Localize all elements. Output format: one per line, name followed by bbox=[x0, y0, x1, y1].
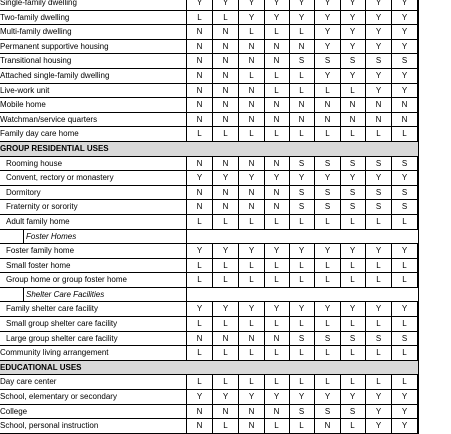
permission-cell: N bbox=[187, 332, 213, 346]
permission-cell: Y bbox=[366, 11, 392, 25]
permission-cell: N bbox=[239, 84, 265, 98]
permission-cell: N bbox=[264, 332, 290, 346]
permission-cell: Y bbox=[213, 390, 239, 404]
permission-cell: S bbox=[315, 157, 341, 171]
permission-cell: Y bbox=[289, 390, 315, 404]
table-row bbox=[0, 98, 419, 113]
permission-cell: L bbox=[289, 259, 315, 273]
permission-cell: N bbox=[213, 405, 239, 419]
permission-cell: Y bbox=[392, 244, 418, 258]
permission-cell: L bbox=[187, 127, 213, 141]
permission-cell: Y bbox=[187, 244, 213, 258]
permission-cell: L bbox=[315, 259, 341, 273]
permission-cell: L bbox=[340, 84, 366, 98]
permission-cell: N bbox=[187, 113, 213, 127]
permission-cell: L bbox=[289, 69, 315, 83]
use-label: Convent, rectory or monastery bbox=[0, 171, 187, 185]
permission-cell: S bbox=[366, 200, 392, 214]
permission-cell: N bbox=[264, 54, 290, 68]
permission-cell: N bbox=[264, 113, 290, 127]
permission-cell: N bbox=[213, 98, 239, 112]
permission-cell: S bbox=[289, 405, 315, 419]
permission-cell: Y bbox=[392, 69, 418, 83]
permission-cell: L bbox=[315, 215, 341, 229]
permission-cell: N bbox=[239, 186, 265, 200]
permission-cell: S bbox=[315, 54, 341, 68]
permission-cell: N bbox=[213, 84, 239, 98]
permission-cell: L bbox=[392, 317, 418, 331]
permission-cell: N bbox=[187, 186, 213, 200]
permission-cell: L bbox=[392, 273, 418, 287]
permission-cell: L bbox=[289, 375, 315, 389]
use-label: Day care center bbox=[0, 375, 187, 389]
permission-cell: S bbox=[340, 157, 366, 171]
permission-cell: S bbox=[289, 332, 315, 346]
use-label: Multi-family dwelling bbox=[0, 25, 187, 39]
permission-cell: L bbox=[239, 127, 265, 141]
subsection-row bbox=[0, 288, 419, 303]
permission-cell: Y bbox=[213, 171, 239, 185]
use-label: Attached single-family dwelling bbox=[0, 69, 187, 83]
permission-cell: L bbox=[289, 127, 315, 141]
permission-cell: Y bbox=[315, 69, 341, 83]
permission-cell: L bbox=[213, 419, 239, 433]
permission-cell: L bbox=[392, 346, 418, 360]
permission-cell: S bbox=[392, 157, 418, 171]
permission-cell: L bbox=[340, 375, 366, 389]
permission-cell: N bbox=[239, 54, 265, 68]
permission-cell: L bbox=[264, 215, 290, 229]
permission-cell: Y bbox=[340, 390, 366, 404]
permission-cell: N bbox=[213, 332, 239, 346]
permission-cell: N bbox=[187, 69, 213, 83]
permission-cell: L bbox=[366, 346, 392, 360]
table-row bbox=[0, 54, 419, 69]
permission-cell: L bbox=[340, 346, 366, 360]
permission-cell: N bbox=[264, 98, 290, 112]
table-row bbox=[0, 127, 419, 142]
table-row bbox=[0, 84, 419, 99]
permission-cell: Y bbox=[213, 302, 239, 316]
permission-cell: L bbox=[239, 215, 265, 229]
permission-cell: L bbox=[340, 317, 366, 331]
permission-cell: L bbox=[239, 69, 265, 83]
use-label: School, elementary or secondary bbox=[0, 390, 187, 404]
permission-cell: Y bbox=[392, 405, 418, 419]
permission-cell: N bbox=[187, 25, 213, 39]
permission-cell: S bbox=[315, 332, 341, 346]
permission-cell: Y bbox=[392, 25, 418, 39]
permission-cell: N bbox=[213, 113, 239, 127]
permission-cell: L bbox=[340, 273, 366, 287]
permission-cell: S bbox=[340, 405, 366, 419]
table-row bbox=[0, 332, 419, 347]
permission-cell: Y bbox=[239, 390, 265, 404]
permission-cell: N bbox=[213, 186, 239, 200]
section-label: EDUCATIONAL USES bbox=[0, 362, 82, 372]
permission-cell: N bbox=[187, 54, 213, 68]
table-row bbox=[0, 375, 419, 390]
use-label: Adult family home bbox=[0, 215, 187, 229]
permission-cell: L bbox=[264, 419, 290, 433]
permission-cell: L bbox=[213, 215, 239, 229]
use-label: Family shelter care facility bbox=[0, 302, 187, 316]
permission-cell: Y bbox=[315, 244, 341, 258]
permission-cell: S bbox=[289, 157, 315, 171]
permission-cell: S bbox=[315, 405, 341, 419]
use-label: Group home or group foster home bbox=[0, 273, 187, 287]
permission-cell: S bbox=[340, 54, 366, 68]
permission-cell: Y bbox=[366, 84, 392, 98]
permission-cell: Y bbox=[264, 244, 290, 258]
permission-cell: Y bbox=[264, 302, 290, 316]
permission-cell: Y bbox=[315, 390, 341, 404]
permission-cell: N bbox=[187, 84, 213, 98]
use-label: Rooming house bbox=[0, 157, 187, 171]
permission-cell: Y bbox=[289, 11, 315, 25]
permission-cell: Y bbox=[187, 0, 213, 10]
permission-cell: N bbox=[340, 98, 366, 112]
table-row bbox=[0, 273, 419, 288]
permission-cell: N bbox=[315, 113, 341, 127]
permission-cell: N bbox=[289, 113, 315, 127]
permission-cell: L bbox=[264, 69, 290, 83]
use-label: Transitional housing bbox=[0, 54, 187, 68]
permission-cell: L bbox=[239, 259, 265, 273]
permission-cell: Y bbox=[239, 302, 265, 316]
permission-cell: Y bbox=[392, 40, 418, 54]
permission-cell: Y bbox=[315, 11, 341, 25]
table-row bbox=[0, 215, 419, 230]
table-row bbox=[0, 0, 419, 11]
permission-cell: S bbox=[366, 157, 392, 171]
permission-cell: N bbox=[315, 419, 341, 433]
permission-cell: L bbox=[315, 127, 341, 141]
use-label: Dormitory bbox=[0, 186, 187, 200]
permission-cell: N bbox=[264, 405, 290, 419]
permission-cell: Y bbox=[315, 171, 341, 185]
permission-cell: N bbox=[239, 332, 265, 346]
permission-cell: Y bbox=[289, 0, 315, 10]
permission-cell: Y bbox=[340, 40, 366, 54]
table-row bbox=[0, 11, 419, 26]
permission-cell: L bbox=[289, 317, 315, 331]
permission-cell: N bbox=[264, 186, 290, 200]
permission-cell: L bbox=[264, 259, 290, 273]
permission-cell: Y bbox=[366, 0, 392, 10]
permission-cell: Y bbox=[392, 171, 418, 185]
permission-cell: N bbox=[366, 113, 392, 127]
table-row bbox=[0, 171, 419, 186]
subsection-row bbox=[0, 230, 419, 245]
permission-cell: N bbox=[239, 113, 265, 127]
use-label: Family day care home bbox=[0, 127, 187, 141]
subsection-label: Foster Homes bbox=[23, 230, 187, 244]
permission-cell: S bbox=[392, 200, 418, 214]
permission-cell: Y bbox=[366, 25, 392, 39]
section-header-row bbox=[0, 361, 419, 376]
permission-cell: Y bbox=[340, 244, 366, 258]
permission-cell: N bbox=[239, 98, 265, 112]
use-label: Small foster home bbox=[0, 259, 187, 273]
permission-cell: L bbox=[392, 375, 418, 389]
permission-cell: L bbox=[340, 259, 366, 273]
permission-cell: Y bbox=[289, 244, 315, 258]
permission-cell: Y bbox=[315, 302, 341, 316]
permission-cell: S bbox=[340, 186, 366, 200]
permission-cell: L bbox=[340, 127, 366, 141]
permission-cell: Y bbox=[239, 11, 265, 25]
permission-cell: L bbox=[264, 84, 290, 98]
use-label: Two-family dwelling bbox=[0, 11, 187, 25]
permission-cell: L bbox=[264, 317, 290, 331]
permission-cell: S bbox=[366, 332, 392, 346]
permission-cell: L bbox=[187, 11, 213, 25]
permission-cell: L bbox=[187, 317, 213, 331]
use-label: School, personal instruction bbox=[0, 419, 187, 433]
permission-cell: L bbox=[213, 375, 239, 389]
permission-cell: Y bbox=[315, 40, 341, 54]
permission-cell: Y bbox=[366, 40, 392, 54]
table-row bbox=[0, 113, 419, 128]
use-label: Foster family home bbox=[0, 244, 187, 258]
permission-cell: L bbox=[315, 346, 341, 360]
permission-cell: S bbox=[392, 186, 418, 200]
permission-cell: L bbox=[213, 127, 239, 141]
permission-cell: Y bbox=[264, 171, 290, 185]
permission-cell: L bbox=[340, 215, 366, 229]
table-row bbox=[0, 40, 419, 55]
permission-cell: N bbox=[392, 98, 418, 112]
table-row bbox=[0, 200, 419, 215]
use-label: Single-family dwelling bbox=[0, 0, 187, 10]
permission-cell: N bbox=[392, 113, 418, 127]
permission-cell: L bbox=[289, 84, 315, 98]
permission-cell: S bbox=[315, 200, 341, 214]
table-row bbox=[0, 259, 419, 274]
permission-cell: Y bbox=[289, 171, 315, 185]
permission-cell: Y bbox=[187, 171, 213, 185]
permission-cell: L bbox=[315, 273, 341, 287]
permission-cell: Y bbox=[366, 302, 392, 316]
permission-cell: S bbox=[392, 332, 418, 346]
permission-cell: L bbox=[187, 375, 213, 389]
permission-cell: L bbox=[392, 127, 418, 141]
permission-cell: N bbox=[239, 200, 265, 214]
permission-cell: N bbox=[187, 98, 213, 112]
permission-cell: Y bbox=[366, 390, 392, 404]
permission-cell: S bbox=[340, 332, 366, 346]
permission-cell: L bbox=[213, 273, 239, 287]
permission-cell: Y bbox=[392, 0, 418, 10]
permission-cell: Y bbox=[289, 302, 315, 316]
table-row bbox=[0, 302, 419, 317]
permission-cell: S bbox=[289, 186, 315, 200]
permission-cell: L bbox=[239, 273, 265, 287]
permission-cell: L bbox=[340, 419, 366, 433]
permission-cell: L bbox=[187, 346, 213, 360]
permission-cell: L bbox=[366, 375, 392, 389]
permission-cell: L bbox=[187, 215, 213, 229]
permission-cell: N bbox=[187, 419, 213, 433]
permission-cell: N bbox=[213, 25, 239, 39]
permission-cell: N bbox=[264, 157, 290, 171]
permission-cell: N bbox=[213, 54, 239, 68]
permission-cell: Y bbox=[340, 11, 366, 25]
table-row bbox=[0, 346, 419, 361]
permission-cell: L bbox=[366, 317, 392, 331]
permission-cell: L bbox=[366, 273, 392, 287]
permission-cell: Y bbox=[315, 25, 341, 39]
permission-cell: L bbox=[264, 273, 290, 287]
permission-cell: S bbox=[366, 54, 392, 68]
permission-cell: L bbox=[213, 259, 239, 273]
permission-cell: L bbox=[213, 346, 239, 360]
permission-cell: Y bbox=[213, 244, 239, 258]
permission-cell: N bbox=[213, 157, 239, 171]
permission-cell: Y bbox=[264, 390, 290, 404]
permission-cell: N bbox=[239, 419, 265, 433]
permission-cell: L bbox=[264, 375, 290, 389]
permission-cell: Y bbox=[366, 405, 392, 419]
use-label: Small group shelter care facility bbox=[0, 317, 187, 331]
permission-cell: N bbox=[239, 40, 265, 54]
table-row bbox=[0, 25, 419, 40]
section-label: GROUP RESIDENTIAL USES bbox=[0, 143, 109, 153]
permission-cell: Y bbox=[340, 69, 366, 83]
use-label: Permanent supportive housing bbox=[0, 40, 187, 54]
permission-cell: N bbox=[213, 200, 239, 214]
permission-cell: L bbox=[366, 259, 392, 273]
permission-cell: N bbox=[239, 157, 265, 171]
use-label: Fraternity or sorority bbox=[0, 200, 187, 214]
permission-cell: L bbox=[264, 346, 290, 360]
permission-cell: Y bbox=[392, 302, 418, 316]
permission-cell: N bbox=[187, 405, 213, 419]
permission-cell: L bbox=[392, 215, 418, 229]
permission-cell: N bbox=[187, 157, 213, 171]
permission-cell: N bbox=[187, 40, 213, 54]
permission-cell: Y bbox=[264, 0, 290, 10]
permission-cell: Y bbox=[315, 0, 341, 10]
permission-cell: Y bbox=[239, 171, 265, 185]
permission-cell: L bbox=[315, 84, 341, 98]
permission-cell: L bbox=[213, 317, 239, 331]
permission-cell: Y bbox=[392, 390, 418, 404]
permission-cell: L bbox=[187, 259, 213, 273]
permission-cell: L bbox=[239, 375, 265, 389]
section-header-row bbox=[0, 142, 419, 157]
permission-cell: S bbox=[340, 200, 366, 214]
permission-cell: Y bbox=[366, 69, 392, 83]
permission-cell: S bbox=[366, 186, 392, 200]
permission-cell: Y bbox=[392, 11, 418, 25]
permission-cell: N bbox=[289, 40, 315, 54]
permission-cell: L bbox=[289, 215, 315, 229]
permission-cell: Y bbox=[366, 244, 392, 258]
permission-cell: N bbox=[315, 98, 341, 112]
permission-cell: L bbox=[315, 375, 341, 389]
table-row bbox=[0, 405, 419, 420]
permission-cell: L bbox=[239, 346, 265, 360]
use-label: Large group shelter care facility bbox=[0, 332, 187, 346]
permission-cell: S bbox=[289, 200, 315, 214]
table-row bbox=[0, 186, 419, 201]
use-label: Community living arrangement bbox=[0, 346, 187, 360]
permission-cell: N bbox=[213, 69, 239, 83]
permission-cell: Y bbox=[187, 302, 213, 316]
permission-cell: Y bbox=[340, 25, 366, 39]
permission-cell: L bbox=[289, 273, 315, 287]
use-label: Live-work unit bbox=[0, 84, 187, 98]
permission-cell: Y bbox=[187, 390, 213, 404]
permission-cell: N bbox=[340, 113, 366, 127]
table-row bbox=[0, 244, 419, 259]
permission-cell: L bbox=[264, 127, 290, 141]
use-label: Mobile home bbox=[0, 98, 187, 112]
permission-cell: N bbox=[289, 98, 315, 112]
permission-cell: L bbox=[315, 317, 341, 331]
permission-cell: N bbox=[187, 200, 213, 214]
permission-cell: S bbox=[392, 54, 418, 68]
permission-cell: S bbox=[289, 54, 315, 68]
permission-cell: Y bbox=[264, 11, 290, 25]
permission-cell: Y bbox=[340, 171, 366, 185]
permission-cell: L bbox=[289, 419, 315, 433]
permission-cell: L bbox=[213, 11, 239, 25]
permission-cell: Y bbox=[392, 419, 418, 433]
permission-cell: S bbox=[315, 186, 341, 200]
use-label: Watchman/service quarters bbox=[0, 113, 187, 127]
permission-cell: L bbox=[289, 346, 315, 360]
permission-cell: L bbox=[366, 127, 392, 141]
permission-cell: L bbox=[187, 273, 213, 287]
permission-cell: L bbox=[239, 25, 265, 39]
table-row bbox=[0, 69, 419, 84]
permission-cell: N bbox=[239, 405, 265, 419]
permission-cell: Y bbox=[366, 171, 392, 185]
permission-cell: Y bbox=[340, 0, 366, 10]
permission-cell: Y bbox=[340, 302, 366, 316]
permission-cell: N bbox=[264, 40, 290, 54]
table-row bbox=[0, 157, 419, 172]
permission-cell: Y bbox=[213, 0, 239, 10]
permission-cell: N bbox=[366, 98, 392, 112]
permission-cell: L bbox=[239, 317, 265, 331]
use-label: College bbox=[0, 405, 187, 419]
table-row bbox=[0, 390, 419, 405]
permission-cell: Y bbox=[366, 419, 392, 433]
permission-cell: L bbox=[289, 25, 315, 39]
table-row bbox=[0, 317, 419, 332]
permission-cell: L bbox=[392, 259, 418, 273]
permission-cell: Y bbox=[239, 0, 265, 10]
permission-cell: Y bbox=[392, 84, 418, 98]
permission-cell: N bbox=[264, 200, 290, 214]
permission-cell: L bbox=[264, 25, 290, 39]
permission-cell: Y bbox=[239, 244, 265, 258]
permission-cell: N bbox=[213, 40, 239, 54]
subsection-label: Shelter Care Facilities bbox=[23, 288, 187, 302]
permission-cell: L bbox=[366, 215, 392, 229]
